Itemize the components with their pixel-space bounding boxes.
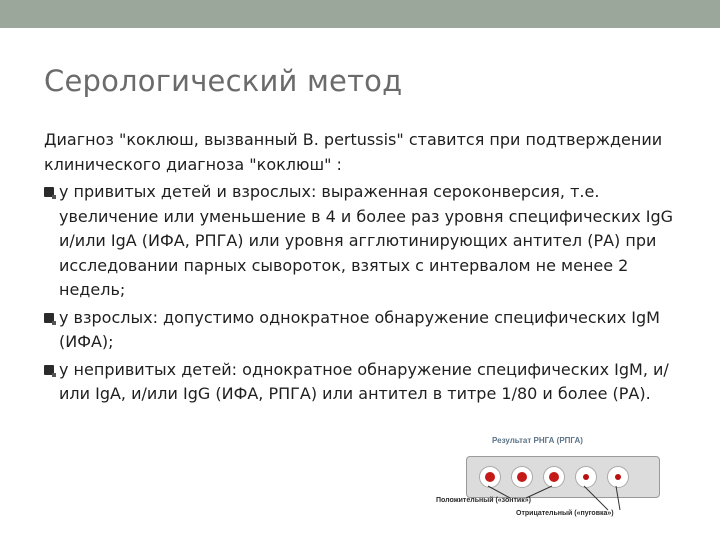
positive-label: Положительный («зонтик») — [436, 497, 531, 504]
slide-title: Серологический метод — [44, 64, 403, 98]
bullet-text: у непривитых детей: однократное обнаружение специфических IgM, и/или IgA, и/или IgG (ИФА, РПГА) или антител в титре 1/80 и более (РА). — [59, 359, 669, 403]
rpga-result-figure — [430, 430, 670, 530]
bullet-item-adults — [44, 306, 684, 355]
figure-title: Результат РНГА (РПГА) — [492, 436, 583, 445]
square-bullet-icon — [44, 313, 54, 323]
slide-body — [44, 128, 684, 407]
bullet-item-vaccinated — [44, 180, 684, 303]
square-bullet-icon — [44, 365, 54, 375]
intro-paragraph: Диагноз "коклюш, вызванный B. pertussis" ставится при подтверждении клинического диагноза "коклюш" : — [44, 130, 663, 174]
bullet-text: у привитых детей и взрослых: выраженная сероконверсия, т.е. увеличение или уменьшение в 4 и более раз уровня специфических IgG и/или IgA (ИФА, РПГА) или уровня агглютинирующих антител (РА) при исследовании парных сывороток, взятых с интервалом не менее 2 недель; — [59, 182, 674, 299]
top-decor-bar — [0, 0, 720, 28]
bullet-text: у взрослых: допустимо однократное обнаружение специфических IgM (ИФА); — [59, 307, 660, 351]
negative-label: Отрицательный («пуговка») — [516, 510, 614, 517]
bullet-item-unvaccinated — [44, 358, 684, 407]
square-bullet-icon — [44, 187, 54, 197]
